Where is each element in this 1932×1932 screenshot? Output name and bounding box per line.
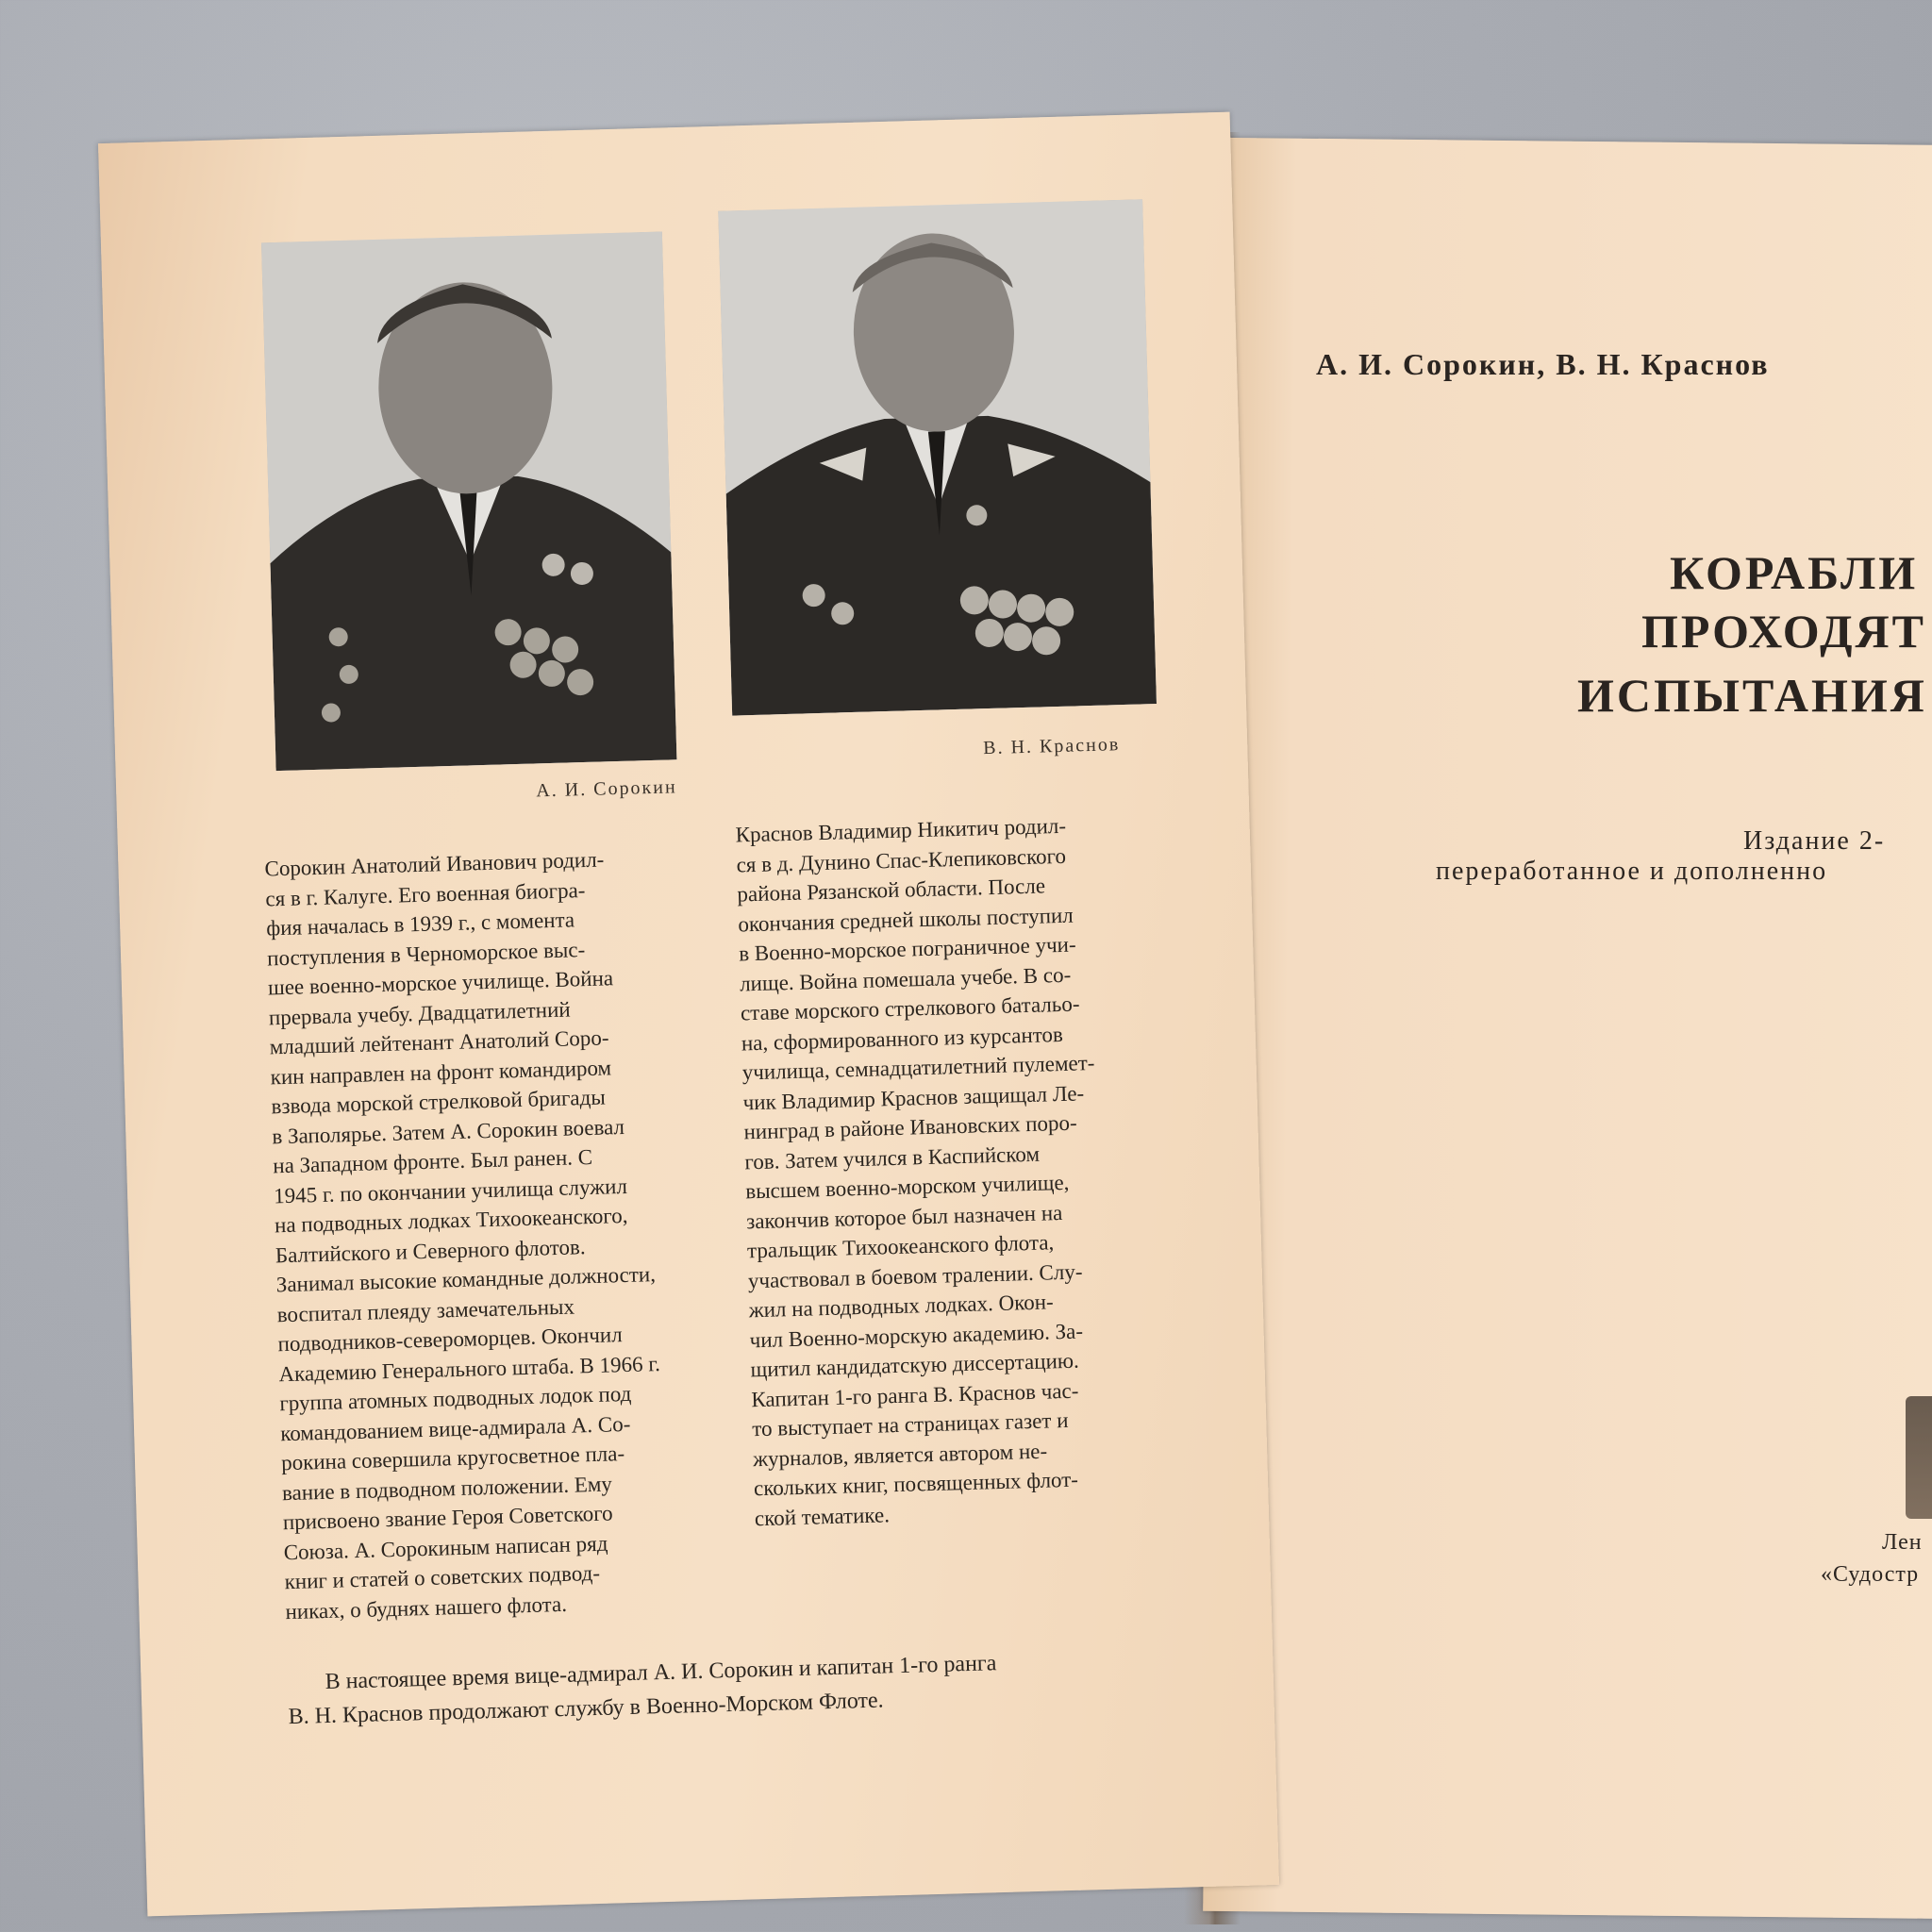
edition-line-2: переработанное и дополненно [1436,857,1828,886]
bio-line: фия началась в 1939 г., с момента [265,908,575,941]
bio-line: подводников-североморцев. Окончил [277,1323,623,1357]
bio-line: Сорокин Анатолий Иванович родил- [264,847,605,881]
bio-line: рокина совершила кругосветное пла- [280,1441,625,1475]
portrait-photo-sorokin [261,231,676,771]
bio-line: участвовал в боевом тралении. Слу- [747,1258,1083,1292]
bio-line: гов. Затем учился в Каспийском [744,1141,1041,1174]
bio-line: вание в подводном положении. Ему [281,1471,613,1505]
bio-line: то выступает на страницах газет и [751,1407,1069,1441]
bio-line: Академию Генерального штаба. В 1966 г. [278,1351,661,1386]
title-line-3: ИСПЫТАНИЯ [1577,669,1927,722]
bio-line: на, сформированного из курсантов [741,1022,1064,1055]
bio-line: Союза. А. Сорокиным написан ряд [283,1531,608,1564]
bio-line: на подводных лодках Тихоокеанского, [274,1203,628,1238]
publisher-emblem-icon [1906,1396,1932,1519]
bio-line: в Военно-морское пограничное учи- [738,932,1076,966]
authors-line: А. И. Сорокин, В. Н. Краснов [1316,347,1770,381]
portrait-photo-krasnov [718,199,1157,715]
photo-caption-sorokin: А. И. Сорокин [536,776,677,802]
bio-line: кин направлен на фронт командиром [270,1055,612,1089]
right-page [1203,138,1932,1919]
bio-line: шее военно-морское училище. Война [267,966,614,1000]
bio-line: Занимал высокие командные должности, [275,1262,657,1297]
publisher-line-2: «Судостр [1821,1562,1920,1587]
title-line-2: ПРОХОДЯТ [1641,605,1926,658]
bio-line: 1945 г. по окончании училища служил [273,1174,628,1208]
bio-line: района Рязанской области. После [737,874,1046,907]
bio-line: закончив которое был назначен на [745,1200,1063,1233]
bio-line: нинград в районе Ивановских поро- [743,1110,1077,1144]
bio-line: присвоено звание Героя Советского [282,1501,613,1535]
bio-line: жил на подводных лодках. Окон- [748,1290,1054,1323]
bio-line: взвода морской стрелковой бригады [271,1085,607,1119]
bio-line: Балтийского и Северного флотов. [275,1234,586,1267]
bio-line: поступления в Черноморское выс- [266,937,586,970]
bio-line: ской тематике. [754,1502,891,1530]
bio-line: скольких книг, посвященных флот- [753,1467,1079,1501]
footer-note-line-1: В настоящее время вице-адмирал А. И. Сорокин и капитан 1-го ранга [325,1651,997,1695]
bio-line: на Западном фронте. Был ранен. С [272,1144,593,1178]
title-line-1: КОРАБЛИ [1670,546,1919,599]
bio-line: командованием вице-адмирала А. Со- [279,1411,631,1445]
bio-line: младший лейтенант Анатолий Соро- [269,1025,609,1059]
bio-line: прервала учебу. Двадцатилетний [268,997,571,1029]
bio-line: ся в г. Калуге. Его военная биогра- [265,877,586,910]
bio-line: чил Военно-морскую академию. За- [749,1318,1084,1352]
bio-line: ся в д. Дунино Спас-Клепиковского [736,843,1067,877]
bio-text-sorokin [264,842,715,1626]
bio-line: книг и статей о советских подвод- [284,1560,601,1594]
bio-line: щитил кандидатскую диссертацию. [750,1348,1080,1382]
bio-line: воспитал плеяду замечательных [276,1294,575,1326]
left-page [98,112,1279,1917]
bio-line: Краснов Владимир Никитич родил- [735,813,1067,847]
bio-line: тральщик Тихоокеанского флота, [746,1230,1055,1263]
bio-line: журналов, является автором не- [752,1439,1048,1471]
bio-line: Капитан 1-го ранга В. Краснов час- [751,1378,1079,1411]
photo-caption-krasnov: В. Н. Краснов [982,734,1121,759]
bio-line: группа атомных подводных лодок под [279,1381,632,1416]
publisher-line-1: Лен [1882,1530,1923,1555]
bio-line: училища, семнадцатилетний пулемет- [741,1051,1095,1085]
edition-line-1: Издание 2- [1743,826,1886,856]
bio-line: ставе морского стрелкового батальо- [740,991,1080,1025]
bio-line: лище. Война помешала учебе. В со- [739,962,1072,995]
bio-text-krasnov [735,808,1198,1533]
bio-line: окончания средней школы поступил [738,903,1074,936]
bio-line: чик Владимир Краснов защищал Ле- [742,1080,1085,1114]
bio-line: никах, о буднях нашего флота. [285,1591,568,1624]
bio-line: в Заполярье. Затем А. Сорокин воевал [272,1114,625,1148]
footer-note-line-2: В. Н. Краснов продолжают службу в Военно-Морском Флоте. [288,1688,884,1730]
bio-line: высшем военно-морском училище, [744,1170,1070,1204]
